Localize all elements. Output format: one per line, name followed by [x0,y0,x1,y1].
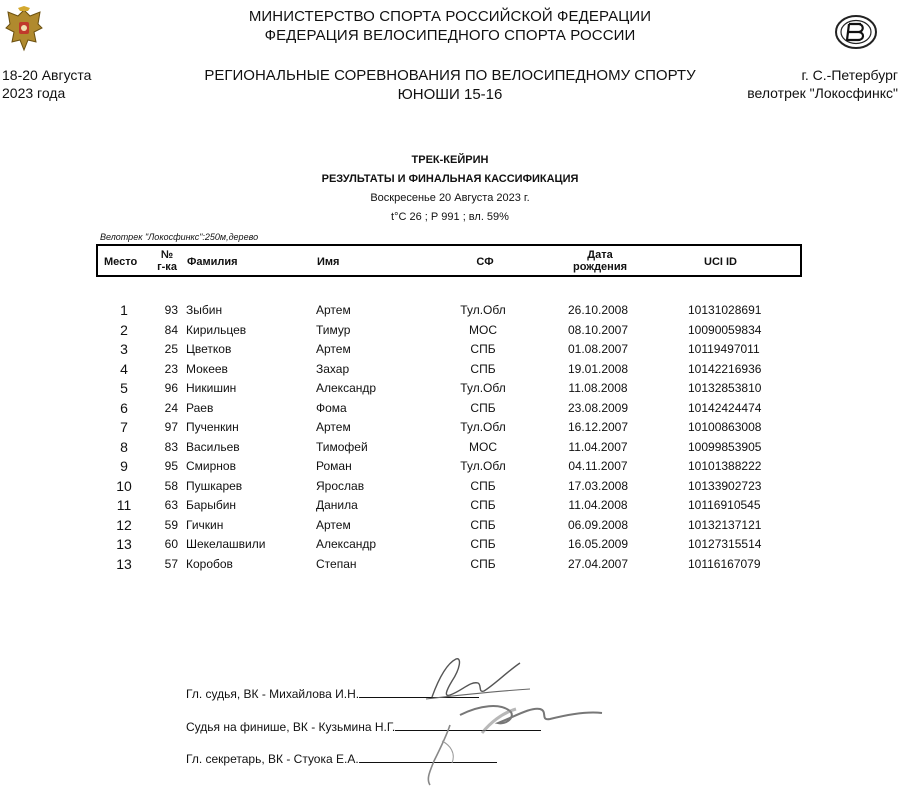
age-category: ЮНОШИ 15-16 [397,86,503,103]
row-lastname: Никишин [186,381,237,395]
row-uci: 10116910545 [688,498,761,512]
table-row [0,535,900,554]
row-firstname: Артем [316,342,351,356]
table-row [0,496,900,515]
row-uci: 10142424474 [688,400,762,415]
row-dob: 11.04.2008 [568,498,628,512]
row-bib: 23 [164,361,178,376]
row-firstname: Ярослав [316,478,365,493]
row-firstname: Фома [316,400,347,415]
row-place: 10 [116,477,132,494]
row-bib: 93 [164,303,178,317]
results-title-block [0,151,900,227]
row-firstname: Александр [316,537,377,551]
row-bib: 95 [164,459,178,473]
row-region: СПБ [470,342,496,356]
table-row [0,477,900,496]
row-place: 1 [120,302,128,318]
row-bib: 63 [164,498,178,512]
row-dob: 26.10.2008 [567,303,629,317]
row-lastname: Барыбин [186,498,237,512]
row-dob: 01.08.2007 [567,342,629,356]
row-lastname: Пученкин [186,420,239,434]
row-dob: 23.08.2009 [567,400,629,415]
row-uci: 10119497011 [688,342,760,356]
header-uci: UCI ID [704,256,737,268]
row-uci: 10101388222 [688,459,762,473]
handwritten-signatures-icon [390,645,650,795]
row-lastname: Зыбин [186,303,223,317]
row-uci: 10132853810 [688,381,762,395]
row-uci: 10131028691 [688,303,762,317]
row-place: 12 [116,516,132,533]
header-bib [152,249,182,273]
chief-secretary-label: Гл. секретарь, ВК - Стуока Е.А. [186,752,359,766]
row-firstname: Артем [316,303,351,317]
row-bib: 83 [164,439,178,454]
row-place: 13 [116,536,132,552]
event-location [747,66,898,102]
row-dob: 04.11.2007 [568,459,628,473]
ministry-title: МИНИСТЕРСТВО СПОРТА РОССИЙСКОЙ ФЕДЕРАЦИИ [248,8,652,25]
row-uci: 10133902723 [688,478,762,493]
header-bib-line2: г-ка [157,261,177,273]
row-place: 3 [120,341,128,357]
row-bib: 60 [164,537,178,551]
row-region: СПБ [470,498,496,512]
row-place: 8 [120,438,128,455]
row-dob: 08.10.2007 [567,322,629,337]
row-firstname: Тимур [316,322,351,337]
table-row [0,555,900,574]
table-row [0,301,900,320]
row-bib: 96 [164,381,178,395]
row-dob: 16.12.2007 [567,420,629,434]
chief-judge-label: Гл. судья, ВК - Михайлова И.Н. [186,687,360,701]
row-region: Тул.Обл [460,381,506,395]
velodrome: велотрек "Локосфинкс" [747,85,898,101]
weather-conditions: t°C 26 ; Р 991 ; вл. 59% [391,211,509,223]
row-firstname: Артем [316,517,351,532]
row-uci: 10099853905 [688,439,762,454]
row-region: СПБ [470,537,496,551]
row-place: 2 [120,321,128,338]
row-region: СПБ [470,517,496,532]
table-row [0,516,900,535]
row-firstname: Артем [316,420,351,434]
table-row [0,399,900,418]
ministry-header [0,7,900,45]
city: г. С.-Петербург [801,67,898,83]
row-lastname: Шекелашвили [186,537,266,551]
row-firstname: Данила [316,498,358,512]
row-bib: 24 [164,400,178,415]
header-region: СФ [476,256,494,268]
row-firstname: Захар [316,361,350,376]
row-region: СПБ [470,556,496,571]
finish-judge-label: Судья на финише, ВК - Кузьмина Н.Г. [186,720,396,734]
header-place: Место [104,256,138,268]
row-uci: 10100863008 [688,420,762,434]
table-row [0,438,900,457]
row-uci: 10127315514 [688,537,762,551]
row-dob: 17.03.2008 [567,478,629,493]
row-region: Тул.Обл [460,459,506,473]
row-bib: 58 [164,478,178,493]
row-dob: 19.01.2008 [567,361,629,376]
row-bib: 59 [164,517,178,532]
row-dob: 06.09.2008 [567,517,629,532]
row-region: СПБ [470,361,496,376]
header-dob-line2: рождения [572,261,628,273]
competition-title: РЕГИОНАЛЬНЫЕ СОРЕВНОВАНИЯ ПО ВЕЛОСИПЕДНОМУ СПОРТУ [204,67,696,84]
results-subtitle: РЕЗУЛЬТАТЫ И ФИНАЛЬНАЯ КАССИФИКАЦИЯ [321,173,579,185]
table-row [0,321,900,340]
header-dob [560,249,640,273]
row-dob: 16.05.2009 [567,537,629,551]
row-region: СПБ [470,400,496,415]
table-row [0,360,900,379]
row-lastname: Коробов [186,556,233,571]
track-info: Велотрек "Локосфинкс":250м,дерево [100,232,259,242]
row-firstname: Степан [316,556,357,571]
row-lastname: Смирнов [186,459,236,473]
row-bib: 25 [164,342,178,356]
row-lastname: Цветков [186,342,232,356]
row-place: 4 [120,360,128,377]
row-place: 11 [116,497,132,513]
results-table-header [96,244,802,277]
row-region: Тул.Обл [460,303,506,317]
row-dob: 27.04.2007 [567,556,629,571]
row-dob: 11.04.2007 [568,439,628,454]
row-place: 13 [116,555,132,572]
row-place: 5 [120,380,128,396]
row-lastname: Васильев [186,439,240,454]
row-bib: 84 [164,322,178,337]
row-lastname: Мокеев [186,361,228,376]
event-date: Воскресенье 20 Августа 2023 г. [370,192,530,204]
row-place: 7 [120,419,128,435]
row-region: МОС [469,322,497,337]
row-lastname: Раев [186,400,214,415]
table-row [0,379,900,398]
row-uci: 10090059834 [688,322,762,337]
row-place: 9 [120,458,128,474]
row-bib: 97 [164,420,178,434]
table-row [0,340,900,359]
date-range: 18-20 Августа [2,67,92,83]
header-lastname: Фамилия [187,256,238,268]
row-place: 6 [120,399,128,416]
row-lastname: Гичкин [186,517,224,532]
row-region: МОС [469,439,497,454]
row-firstname: Александр [316,381,377,395]
date-year: 2023 года [2,85,66,101]
row-bib: 57 [164,556,178,571]
discipline-title: ТРЕК-КЕЙРИН [411,154,489,166]
table-row [0,418,900,437]
row-firstname: Роман [316,459,352,473]
row-lastname: Кирильцев [186,322,247,337]
row-region: СПБ [470,478,496,493]
row-uci: 10132137121 [688,517,762,532]
row-firstname: Тимофей [316,439,368,454]
header-bib-line1: № [160,249,174,261]
row-region: Тул.Обл [460,420,506,434]
header-dob-line1: Дата [587,249,613,261]
row-dob: 11.08.2008 [568,381,628,395]
table-row [0,457,900,476]
row-uci: 10116167079 [688,556,761,571]
federation-title: ФЕДЕРАЦИЯ ВЕЛОСИПЕДНОГО СПОРТА РОССИИ [264,27,636,44]
row-lastname: Пушкарев [186,478,243,493]
header-firstname: Имя [317,256,340,268]
row-uci: 10142216936 [688,361,762,376]
